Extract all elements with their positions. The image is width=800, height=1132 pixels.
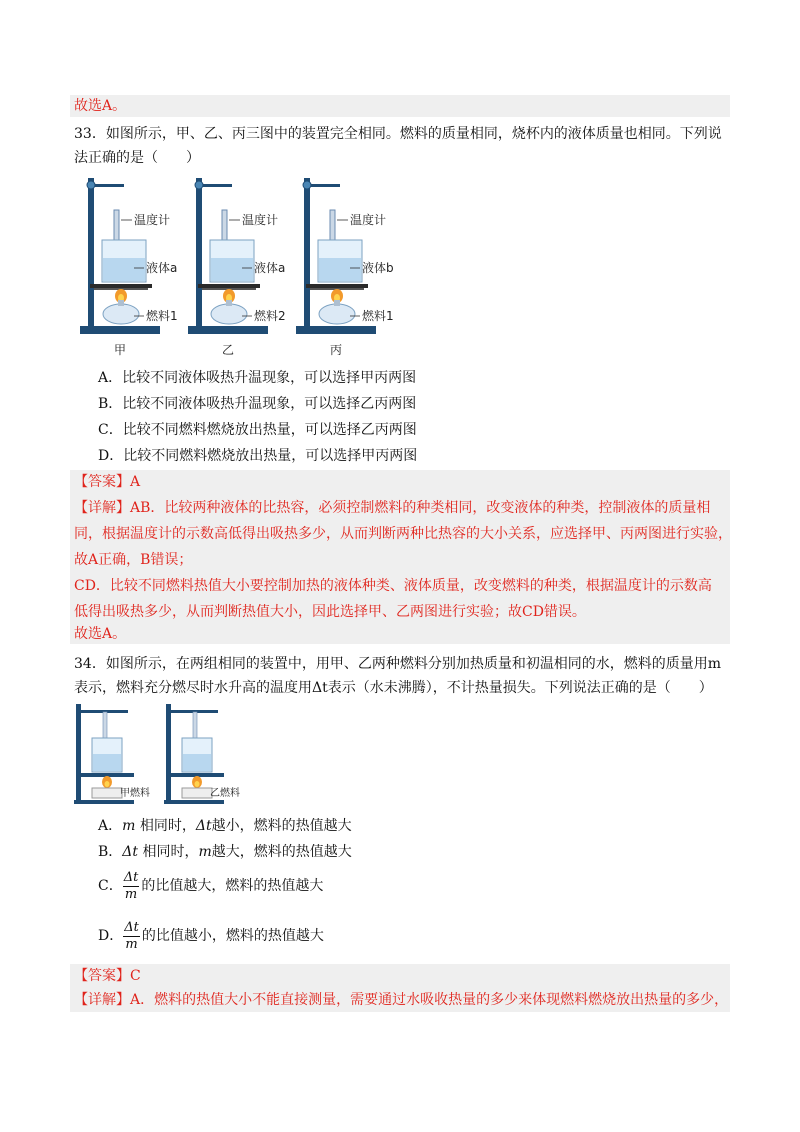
q34-detail-line1: 【详解】A．燃料的热值大小不能直接测量，需要通过水吸收热量的多少来体现燃料燃烧放出热量的多少， bbox=[74, 992, 729, 1008]
q34-option-c-rest: 的比值越大，燃料的热值越大 bbox=[141, 878, 324, 894]
q33-figure-row bbox=[74, 170, 414, 360]
q34-option-c-numerator: Δt bbox=[123, 869, 139, 885]
bing-caption: 丙 bbox=[330, 343, 343, 357]
q34-figure-row bbox=[70, 700, 270, 810]
yi-fuel-label-34: 乙燃料 bbox=[210, 788, 240, 799]
q34-option-d-prefix: D． bbox=[98, 928, 124, 944]
q34-option-b-rest: 越大，燃料的热值越大 bbox=[211, 844, 352, 860]
q34-option-a-var: m bbox=[122, 818, 136, 834]
q34-option-b-prefix: B． bbox=[98, 844, 123, 860]
q33-detail-line4: CD．比较不同燃料热值大小要控制加热的液体种类、液体质量，改变燃料的种类，根据温度计的示数高 bbox=[74, 578, 712, 594]
apparatus-jia bbox=[80, 178, 178, 357]
q34-option-b-var: Δt bbox=[122, 844, 139, 860]
q33-option-d: D．比较不同燃料燃烧放出热量，可以选择甲丙两图 bbox=[98, 448, 418, 464]
q34-option-b bbox=[98, 842, 352, 862]
q34-option-c-denominator: m bbox=[124, 886, 138, 902]
q34-option-b-mid: 相同时， bbox=[142, 844, 199, 860]
q34-option-d-rest: 的比值越小，燃料的热值越大 bbox=[141, 928, 324, 944]
apparatus-bing bbox=[296, 178, 394, 357]
yi-caption: 乙 bbox=[222, 343, 235, 357]
bing-liquid-label: 液体b bbox=[362, 261, 394, 275]
q34-stem-line1: 34．如图所示，在两组相同的装置中，用甲、乙两种燃料分别加热质量和初温相同的水，燃料的质量用m bbox=[74, 656, 722, 672]
q34-apparatus-diagram bbox=[70, 700, 270, 810]
q33-detail-line3: 故A正确，B错误； bbox=[74, 552, 193, 568]
bing-fuel-label: 燃料1 bbox=[362, 309, 394, 323]
q33-detail-line2: 同，根据温度计的示数高低得出吸热多少，从而判断两种比热容的大小关系，应选择甲、丙两图进行实验， bbox=[74, 526, 732, 542]
q33-option-c: C．比较不同燃料燃烧放出热量，可以选择乙丙两图 bbox=[98, 422, 417, 438]
q33-answer-label: 【答案】A bbox=[74, 474, 141, 490]
apparatus-yi-fuel bbox=[164, 704, 240, 804]
q34-stem-line2: 表示，燃料充分燃尽时水升高的温度用Δt表示（水未沸腾），不计热量损失。下列说法正确的是（ ） bbox=[74, 680, 713, 696]
prev-answer-block bbox=[70, 95, 730, 117]
q34-option-a-rest: 越小，燃料的热值越大 bbox=[211, 818, 352, 834]
q34-option-c-fraction bbox=[123, 870, 140, 903]
yi-thermometer-label: 温度计 bbox=[242, 213, 279, 227]
q34-option-a bbox=[98, 816, 352, 836]
jia-fuel-label-34: 甲燃料 bbox=[120, 788, 150, 799]
q34-option-a-var2: Δt bbox=[195, 818, 212, 834]
apparatus-yi bbox=[188, 178, 286, 357]
q34-option-d-fraction bbox=[123, 920, 140, 953]
q33-stem-line1: 33．如图所示，甲、乙、丙三图中的装置完全相同。燃料的质量相同，烧杯内的液体质量也相同。下列说 bbox=[74, 126, 722, 142]
q34-option-b-var2: m bbox=[198, 844, 212, 860]
yi-liquid-label: 液体a bbox=[254, 261, 286, 275]
q34-option-d-denominator: m bbox=[125, 936, 138, 952]
jia-thermometer-label: 温度计 bbox=[134, 213, 171, 227]
q33-option-b: B．比较不同液体吸热升温现象，可以选择乙丙两图 bbox=[98, 396, 417, 412]
q34-answer-label: 【答案】C bbox=[74, 968, 141, 984]
prev-conclusion: 故选A。 bbox=[74, 98, 127, 114]
q33-apparatus-diagram bbox=[74, 170, 414, 360]
q33-detail-line5: 低得出吸热多少，从而判断热值大小，因此选择甲、乙两图进行实验；故CD错误。 bbox=[74, 604, 586, 620]
q33-option-a: A．比较不同液体吸热升温现象，可以选择甲丙两图 bbox=[98, 370, 417, 386]
q34-option-d-numerator: Δt bbox=[124, 919, 139, 935]
jia-liquid-label: 液体a bbox=[146, 261, 178, 275]
yi-fuel-label: 燃料2 bbox=[254, 309, 286, 323]
q34-option-d bbox=[98, 918, 324, 954]
q34-option-a-prefix: A． bbox=[98, 818, 123, 834]
q33-stem-line2: 法正确的是（ ） bbox=[74, 150, 200, 166]
q33-detail-line1: 【详解】AB．比较两种液体的比热容，必须控制燃料的种类相同，改变液体的种类，控制液体的质量相 bbox=[74, 500, 711, 516]
jia-fuel-label: 燃料1 bbox=[146, 309, 178, 323]
jia-caption: 甲 bbox=[114, 343, 127, 357]
q34-option-a-mid: 相同时， bbox=[139, 818, 196, 834]
apparatus-jia-fuel bbox=[74, 704, 150, 804]
q34-option-c-prefix: C． bbox=[98, 878, 123, 894]
bing-thermometer-label: 温度计 bbox=[350, 213, 387, 227]
q33-conclusion: 故选A。 bbox=[74, 626, 127, 642]
q34-option-c bbox=[98, 868, 323, 904]
